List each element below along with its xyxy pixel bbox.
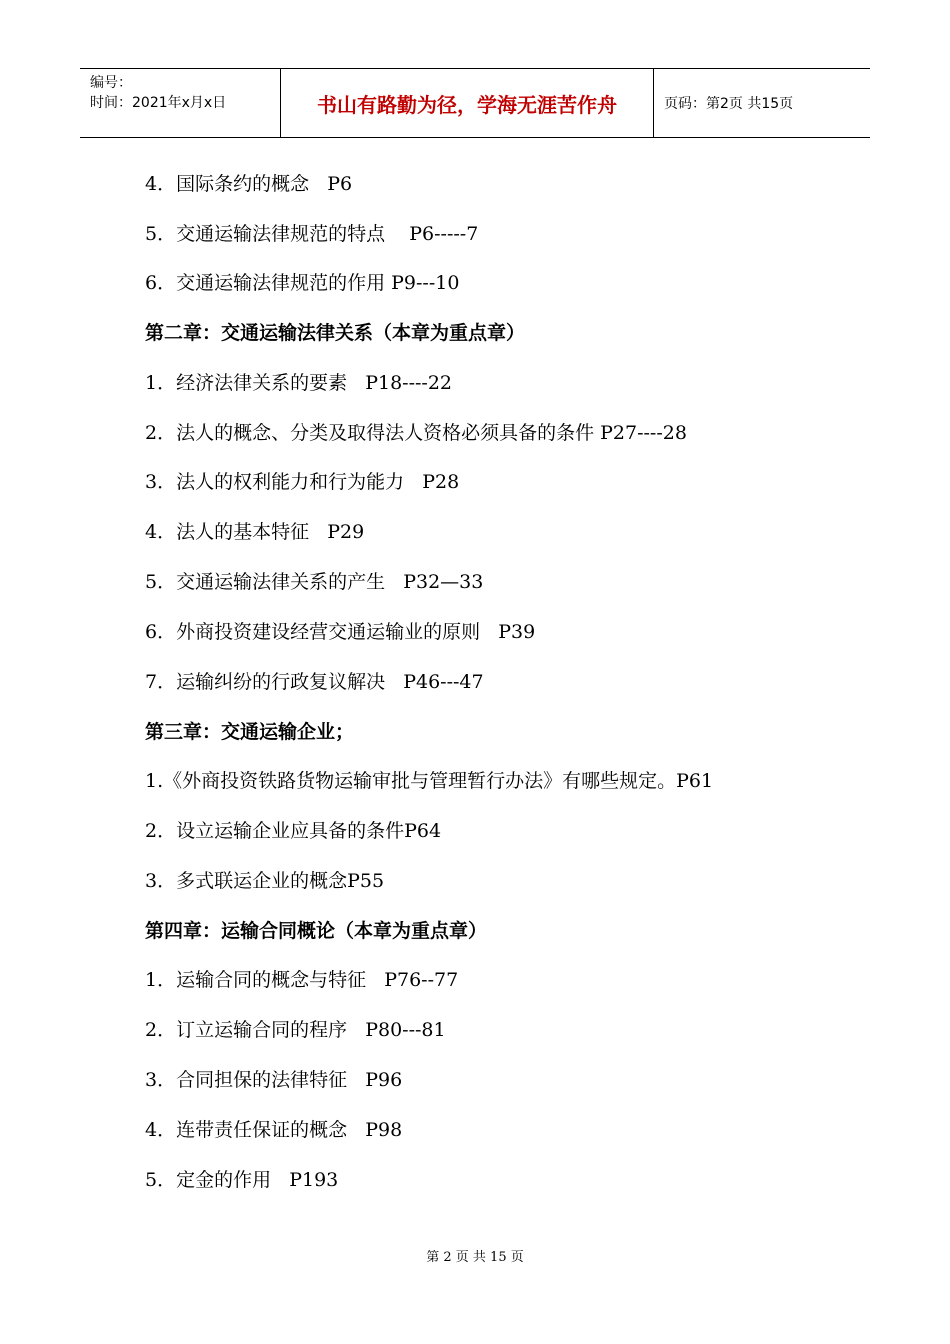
document-number-label: 编号：	[90, 75, 132, 91]
line-item: 4．连带责任保证的概念 P98	[145, 1119, 403, 1141]
page-footer: 第 2 页 共 15 页	[426, 1250, 524, 1265]
line-item: 1．经济法律关系的要素 P18----22	[145, 372, 453, 394]
line-item: 5．交通运输法律规范的特点 P6-----7	[145, 223, 479, 245]
line-item: 7．运输纠纷的行政复议解决 P46---47	[145, 671, 484, 693]
line-item: 1.《外商投资铁路货物运输审批与管理暂行办法》有哪些规定。P61	[145, 770, 714, 792]
line-item: 1．运输合同的概念与特征 P76--77	[145, 969, 459, 991]
line-item: 6．外商投资建设经营交通运输业的原则 P39	[145, 621, 536, 643]
line-item: 5．交通运输法律关系的产生 P32—33	[145, 571, 484, 593]
line-item: 6．交通运输法律规范的作用 P9---10	[145, 272, 460, 294]
chapter-heading: 第二章：交通运输法律关系（本章为重点章）	[145, 322, 526, 344]
line-item: 5．定金的作用 P193	[145, 1169, 339, 1191]
line-item: 4．法人的基本特征 P29	[145, 521, 365, 543]
chapter-heading: 第四章：运输合同概论（本章为重点章）	[145, 920, 488, 942]
line-item: 3．合同担保的法律特征 P96	[145, 1069, 403, 1091]
line-item: 4．国际条约的概念 P6	[145, 173, 353, 195]
document-time-label: 时间：2021年x月x日	[90, 95, 227, 111]
line-item: 3．多式联运企业的概念P55	[145, 870, 385, 892]
line-item: 2．法人的概念、分类及取得法人资格必须具备的条件 P27----28	[145, 422, 687, 444]
header-meta-cell	[80, 69, 281, 137]
page-header-table	[80, 68, 870, 138]
line-item: 2．订立运输合同的程序 P80---81	[145, 1019, 446, 1041]
header-page-info: 页码：第2页 共15页	[664, 96, 794, 112]
line-item: 2．设立运输企业应具备的条件P64	[145, 820, 442, 842]
header-motto: 书山有路勤为径，学海无涯苦作舟	[281, 69, 654, 137]
line-item: 3．法人的权利能力和行为能力 P28	[145, 471, 460, 493]
chapter-heading: 第三章：交通运输企业；	[145, 721, 355, 743]
